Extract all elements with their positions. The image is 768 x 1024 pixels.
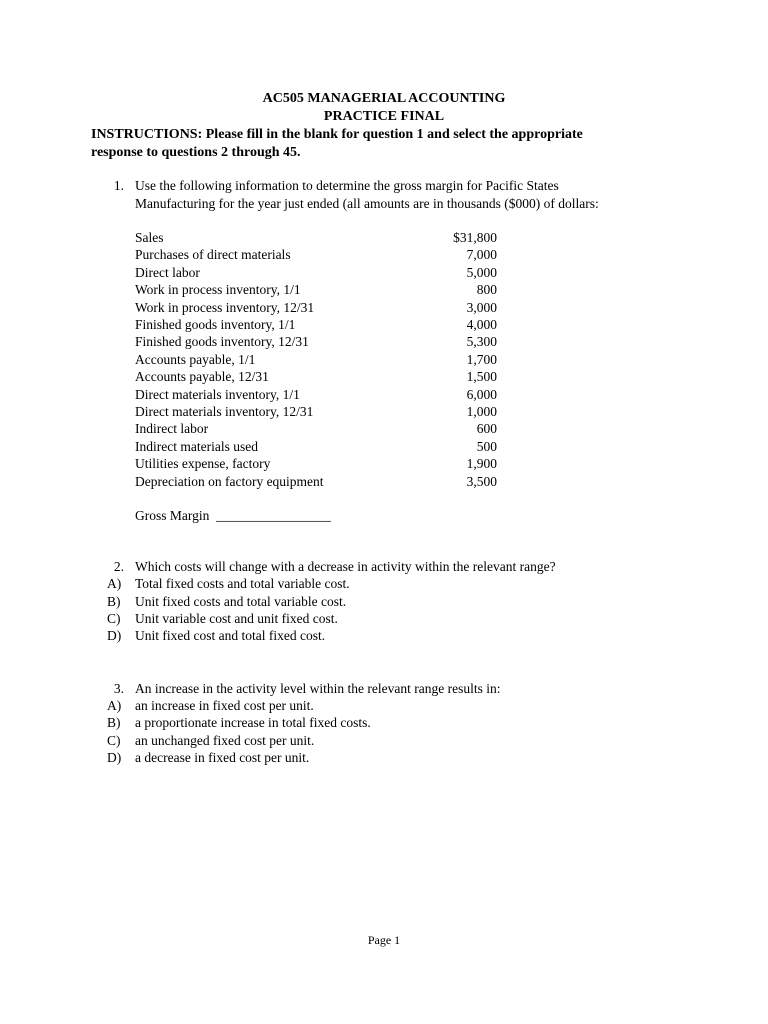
course-title: AC505 MANAGERIAL ACCOUNTING bbox=[262, 91, 506, 106]
row-value: 500 bbox=[476, 438, 497, 454]
option-text[interactable]: a proportionate increase in total fixed costs. bbox=[135, 715, 371, 730]
question-text: An increase in the activity level within the relevant range results in: bbox=[135, 681, 501, 696]
option-text[interactable]: Unit variable cost and unit fixed cost. bbox=[135, 611, 338, 626]
row-label: Direct labor bbox=[135, 264, 200, 280]
question-text: Which costs will change with a decrease in activity within the relevant range? bbox=[135, 559, 556, 574]
row-label: Work in process inventory, 12/31 bbox=[135, 299, 315, 315]
row-label: Accounts payable, 12/31 bbox=[135, 369, 269, 385]
table-row bbox=[135, 334, 497, 351]
row-label: Indirect materials used bbox=[135, 438, 258, 454]
row-label: Finished goods inventory, 1/1 bbox=[135, 317, 296, 332]
row-label: Accounts payable, 1/1 bbox=[135, 351, 256, 367]
instructions-line-1: INSTRUCTIONS: Please fill in the blank for question 1 and select the appropriate bbox=[91, 127, 583, 142]
row-value: 6,000 bbox=[466, 386, 497, 402]
row-value: 1,900 bbox=[466, 456, 497, 472]
row-value: 1,000 bbox=[466, 404, 497, 419]
row-value: 800 bbox=[476, 282, 497, 298]
row-value: 3,000 bbox=[466, 299, 497, 315]
gross-margin-blank[interactable]: _________________ bbox=[216, 508, 331, 523]
option-text[interactable]: an unchanged fixed cost per unit. bbox=[135, 733, 315, 748]
row-value: 3,500 bbox=[466, 473, 497, 489]
question-number: 1. bbox=[113, 178, 124, 193]
table-row bbox=[135, 439, 497, 456]
option-letter: A) bbox=[107, 698, 122, 713]
row-label: Purchases of direct materials bbox=[135, 247, 291, 263]
table-row bbox=[135, 474, 497, 491]
option-letter: D) bbox=[107, 628, 122, 643]
option-text[interactable]: Unit fixed costs and total variable cost. bbox=[135, 594, 347, 609]
row-label: Indirect labor bbox=[135, 421, 209, 437]
instructions-line-2: response to questions 2 through 45. bbox=[91, 145, 301, 160]
table-row bbox=[135, 282, 497, 299]
table-row bbox=[135, 369, 497, 386]
row-label: Finished goods inventory, 12/31 bbox=[135, 334, 309, 350]
exam-title: PRACTICE FINAL bbox=[323, 109, 445, 124]
table-row bbox=[135, 230, 497, 247]
row-value: 5,000 bbox=[466, 264, 497, 280]
row-value: 5,300 bbox=[466, 334, 497, 350]
option-text[interactable]: Total fixed costs and total variable cost. bbox=[135, 576, 350, 591]
page-number: Page 1 bbox=[367, 933, 401, 947]
table-row bbox=[135, 317, 497, 334]
question-text-line-1: Use the following information to determine the gross margin for Pacific States bbox=[135, 178, 559, 193]
table-row bbox=[135, 404, 497, 421]
table-row bbox=[135, 352, 497, 369]
row-value: 1,500 bbox=[466, 369, 497, 385]
row-value: 1,700 bbox=[466, 351, 497, 367]
gross-margin-answer bbox=[135, 508, 331, 524]
question-text-line-2: Manufacturing for the year just ended (all amounts are in thousands ($000) of dollars: bbox=[135, 196, 599, 211]
option-text[interactable]: Unit fixed cost and total fixed cost. bbox=[135, 628, 326, 643]
table-row bbox=[135, 265, 497, 282]
option-text[interactable]: an increase in fixed cost per unit. bbox=[135, 698, 314, 713]
option-letter: A) bbox=[107, 576, 122, 591]
row-label: Sales bbox=[135, 230, 164, 245]
table-row bbox=[135, 421, 497, 438]
row-value: 4,000 bbox=[466, 317, 497, 332]
table-row bbox=[135, 247, 497, 264]
table-row bbox=[135, 456, 497, 473]
row-value: $31,800 bbox=[453, 230, 497, 245]
row-label: Direct materials inventory, 12/31 bbox=[135, 404, 314, 419]
option-text[interactable]: a decrease in fixed cost per unit. bbox=[135, 750, 310, 765]
option-letter: C) bbox=[107, 733, 121, 748]
table-row bbox=[135, 387, 497, 404]
option-letter: B) bbox=[107, 594, 121, 609]
option-letter: B) bbox=[107, 715, 121, 730]
option-letter: C) bbox=[107, 611, 121, 626]
row-label: Depreciation on factory equipment bbox=[135, 473, 324, 489]
row-value: 7,000 bbox=[466, 247, 497, 263]
question-number: 2. bbox=[113, 559, 124, 574]
gross-margin-label: Gross Margin bbox=[135, 508, 210, 523]
question-number: 3. bbox=[113, 681, 124, 696]
row-label: Utilities expense, factory bbox=[135, 456, 271, 472]
row-label: Direct materials inventory, 1/1 bbox=[135, 386, 300, 402]
table-row bbox=[135, 300, 497, 317]
row-value: 600 bbox=[476, 421, 497, 437]
row-label: Work in process inventory, 1/1 bbox=[135, 282, 301, 298]
option-letter: D) bbox=[107, 750, 122, 765]
